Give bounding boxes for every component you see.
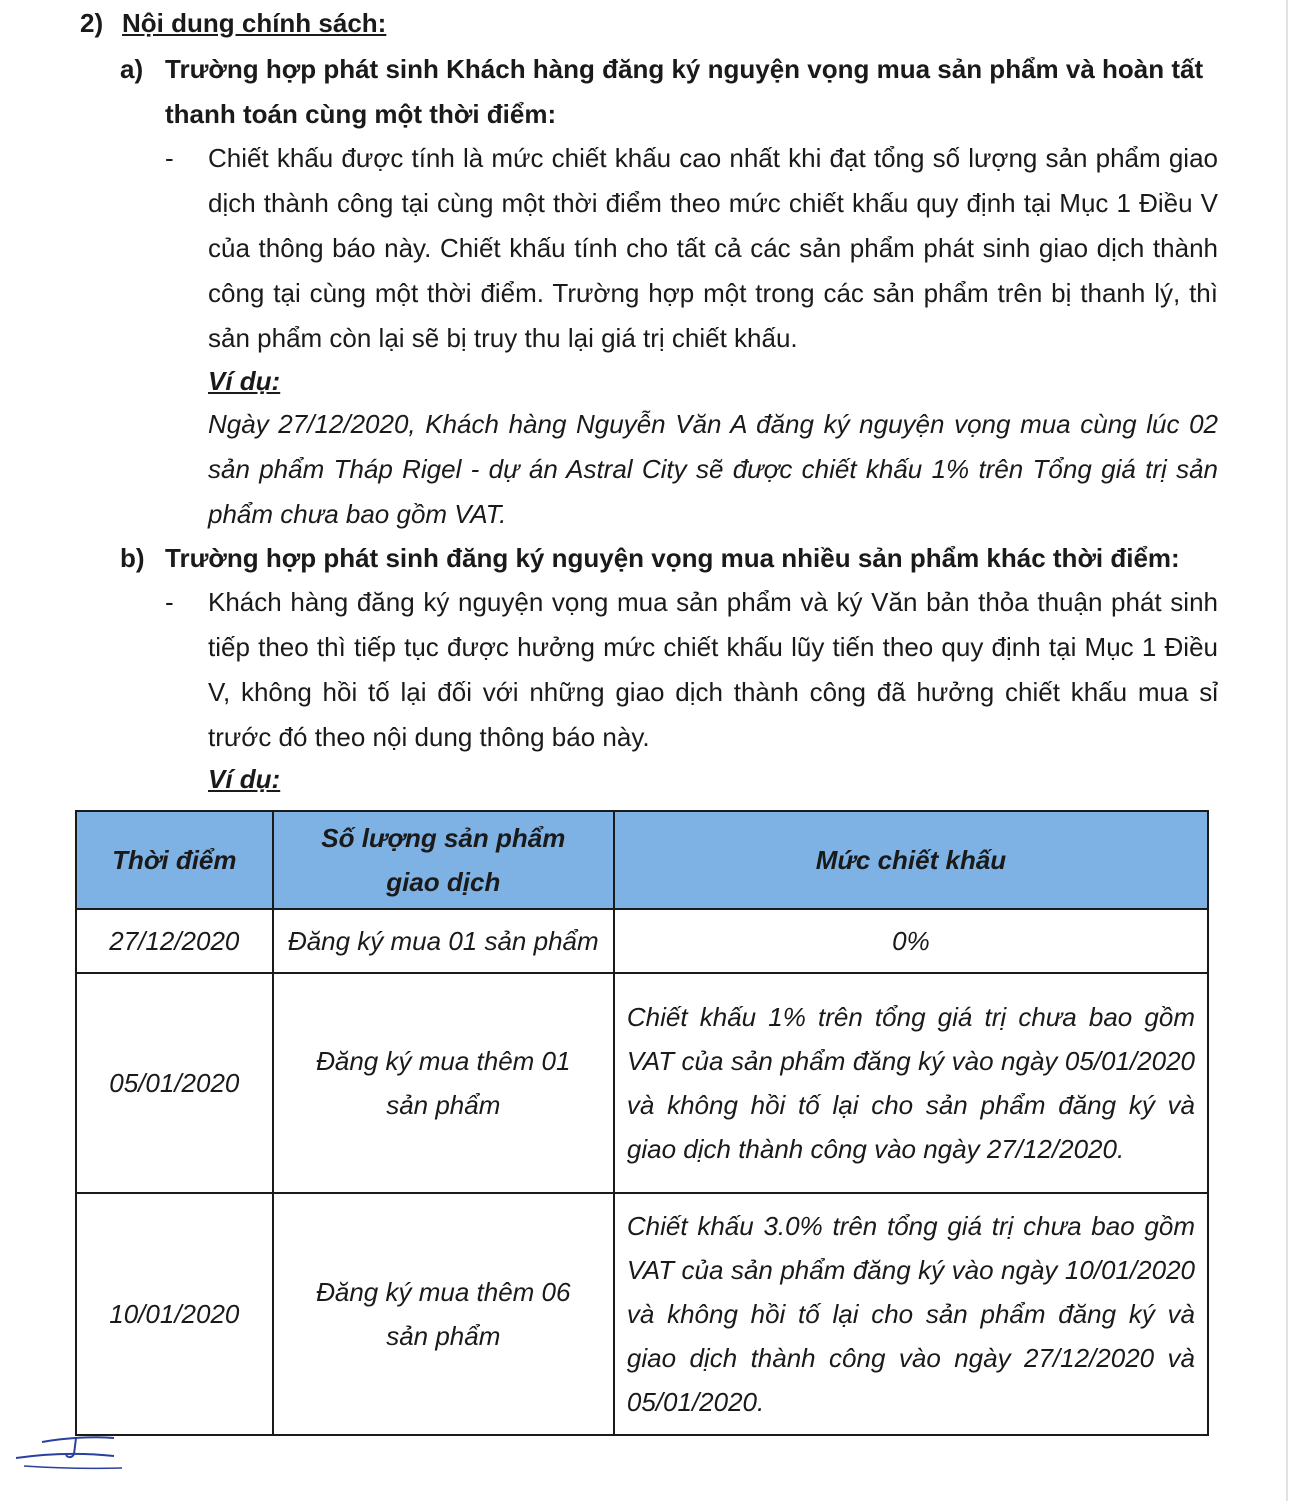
discount-table: [75, 810, 1209, 1436]
case-a-bullet: [165, 136, 1218, 361]
header-discount: Mức chiết khấu: [614, 811, 1208, 909]
case-b-title: Trường hợp phát sinh đăng ký nguyện vọng mua nhiều sản phẩm khác thời điểm:: [165, 543, 1180, 573]
cell-quantity: Đăng ký mua thêm 01 sản phẩm: [273, 973, 614, 1193]
case-b-label: b): [120, 543, 145, 573]
section-number: 2): [80, 8, 104, 38]
header-time: Thời điểm: [76, 811, 273, 909]
table-header-row: [76, 811, 1208, 909]
case-b-heading: [120, 536, 1220, 581]
cell-date: 10/01/2020: [76, 1193, 273, 1435]
case-b-example-label: Ví dụ:: [208, 764, 281, 794]
cell-quantity: Đăng ký mua thêm 06 sản phẩm: [273, 1193, 614, 1435]
bullet-dash: -: [165, 587, 174, 617]
header-quantity: Số lượng sản phẩm giao dịch: [273, 811, 614, 909]
table-row: [76, 1193, 1208, 1435]
section-heading: [80, 8, 386, 39]
cell-date: 27/12/2020: [76, 909, 273, 973]
page-edge-line: [1286, 0, 1288, 1501]
case-a-example-text: Ngày 27/12/2020, Khách hàng Nguyễn Văn A đăng ký nguyện vọng mua cùng lúc 02 sản phẩm Tháp Rigel - dự án Astral City sẽ được chiết khấu 1% trên Tổng giá trị sản phẩm chưa bao gồm VAT.: [208, 409, 1218, 529]
signature-mark: [14, 1428, 124, 1478]
case-b-text: Khách hàng đăng ký nguyện vọng mua sản phẩm và ký Văn bản thỏa thuận phát sinh tiếp theo thì tiếp tục được hưởng mức chiết khấu lũy tiến theo quy định tại Mục 1 Điều V, không hồi tố lại đối với những giao dịch thành công đã hưởng chiết khấu mua sỉ trước đó theo nội dung thông báo này.: [208, 587, 1218, 752]
case-a-label: a): [120, 54, 144, 84]
cell-discount: Chiết khấu 1% trên tổng giá trị chưa bao gồm VAT của sản phẩm đăng ký vào ngày 05/01/2020 và không hồi tố lại cho sản phẩm đăng ký và giao dịch thành công vào ngày 27/12/2020.: [614, 973, 1208, 1193]
bullet-dash: -: [165, 143, 174, 173]
table-row: [76, 973, 1208, 1193]
cell-discount: 0%: [614, 909, 1208, 973]
table-row: [76, 909, 1208, 973]
section-title: Nội dung chính sách:: [122, 8, 387, 38]
case-a-text: Chiết khấu được tính là mức chiết khấu cao nhất khi đạt tổng số lượng sản phẩm giao dịch thành công tại cùng một thời điểm theo mức chiết khấu quy định tại Mục 1 Điều V của thông báo này. Chiết khấu tính cho tất cả các sản phẩm phát sinh giao dịch thành công tại cùng một thời điểm. Trường hợp một trong các sản phẩm trên bị thanh lý, thì sản phẩm còn lại sẽ bị truy thu lại giá trị chiết khấu.: [208, 143, 1218, 353]
case-a-heading: [120, 47, 1220, 137]
cell-discount: Chiết khấu 3.0% trên tổng giá trị chưa bao gồm VAT của sản phẩm đăng ký vào ngày 10/01/2020 và không hồi tố lại cho sản phẩm đăng ký và giao dịch thành công vào ngày 27/12/2020 và 05/01/2020.: [614, 1193, 1208, 1435]
case-b-bullet: [165, 580, 1218, 760]
cell-quantity: Đăng ký mua 01 sản phẩm: [273, 909, 614, 973]
cell-date: 05/01/2020: [76, 973, 273, 1193]
case-a-example-label: Ví dụ:: [208, 366, 281, 396]
case-a-title: Trường hợp phát sinh Khách hàng đăng ký nguyện vọng mua sản phẩm và hoàn tất thanh toán cùng một thời điểm:: [165, 54, 1204, 129]
